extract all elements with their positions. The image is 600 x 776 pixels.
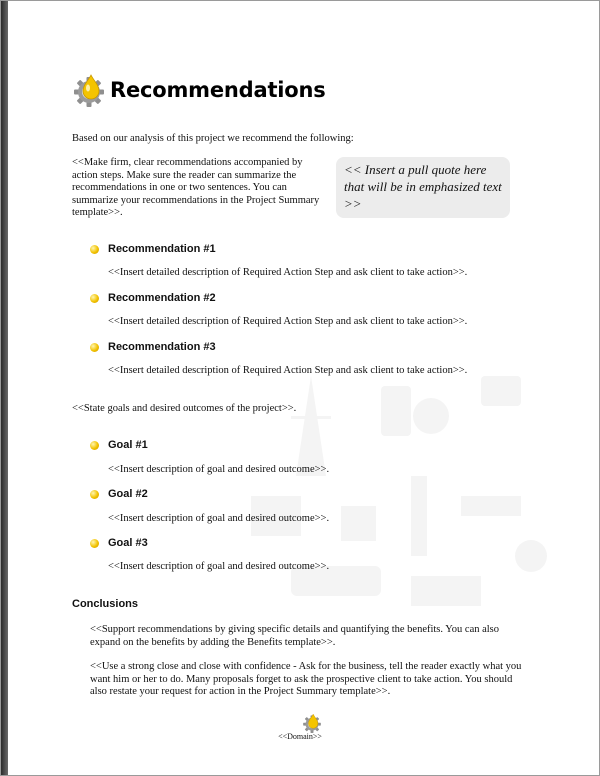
gear-droplet-icon xyxy=(72,73,106,107)
recommendation-label: Recommendation #2 xyxy=(108,292,216,304)
yellow-droplet-icon xyxy=(90,294,99,303)
recommendation-item xyxy=(90,292,216,304)
gear-droplet-icon xyxy=(302,713,322,733)
page-title: Recommendations xyxy=(110,78,326,102)
recommendation-description: <<Insert detailed description of Required Action Step and ask client to take action>>. xyxy=(108,365,468,376)
yellow-droplet-icon xyxy=(90,490,99,499)
intro-text: Based on our analysis of this project we recommend the following: xyxy=(72,133,354,144)
industry-watermark-icon xyxy=(231,356,571,616)
goal-item xyxy=(90,537,148,549)
recommendations-summary: <<Make firm, clear recommendations accompanied by action steps. Make sure the reader can summarize the recommendations in one or two sentences. You can summarize your recommendations in the Project Summary template>>. xyxy=(72,157,320,219)
goal-item xyxy=(90,488,148,500)
recommendation-item xyxy=(90,341,216,353)
pull-quote: << Insert a pull quote here that will be in emphasized text >> xyxy=(336,157,510,218)
recommendation-description: <<Insert detailed description of Required Action Step and ask client to take action>>. xyxy=(108,316,468,327)
yellow-droplet-icon xyxy=(90,245,99,254)
goal-description: <<Insert description of goal and desired outcome>>. xyxy=(108,513,330,524)
footer-domain: <<Domain>> xyxy=(278,732,322,741)
goal-description: <<Insert description of goal and desired outcome>>. xyxy=(108,561,330,572)
binding-spine xyxy=(1,1,8,775)
yellow-droplet-icon xyxy=(90,441,99,450)
goal-description: <<Insert description of goal and desired outcome>>. xyxy=(108,464,330,475)
conclusions-heading: Conclusions xyxy=(72,598,139,610)
page-header xyxy=(72,73,326,107)
recommendation-description: <<Insert detailed description of Required Action Step and ask client to take action>>. xyxy=(108,267,468,278)
goals-intro: <<State goals and desired outcomes of the project>>. xyxy=(72,403,297,414)
goal-label: Goal #3 xyxy=(108,537,148,549)
goal-label: Goal #2 xyxy=(108,488,148,500)
goal-label: Goal #1 xyxy=(108,439,148,451)
yellow-droplet-icon xyxy=(90,343,99,352)
conclusions-paragraph: <<Support recommendations by giving specific details and quantifying the benefits. You can also expand on the benefits by adding the Benefits template>>. xyxy=(90,624,500,648)
yellow-droplet-icon xyxy=(90,539,99,548)
recommendation-label: Recommendation #1 xyxy=(108,243,216,255)
recommendation-item xyxy=(90,243,216,255)
recommendation-label: Recommendation #3 xyxy=(108,341,216,353)
goal-item xyxy=(90,439,148,451)
conclusions-paragraph: <<Use a strong close and close with confidence - Ask for the business, tell the reader exactly what you want him or her to do. Many proposals forget to ask the prospective client to take action. You should also restate your request for action in the Project Summary template>>. xyxy=(90,661,522,698)
